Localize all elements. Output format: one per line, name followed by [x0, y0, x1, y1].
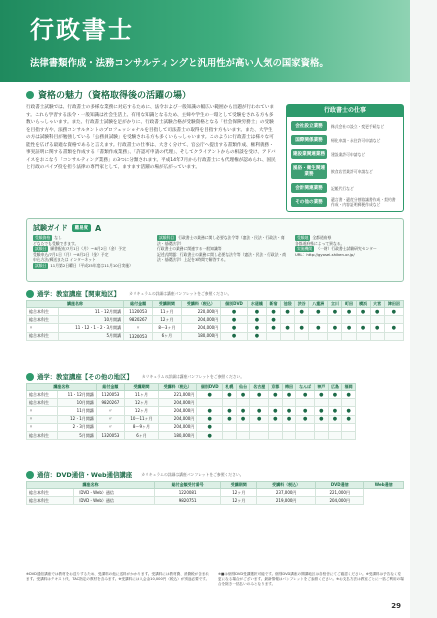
job-tag: 会計関連業務: [291, 183, 327, 193]
job-row: [291, 149, 399, 159]
availability-mark: ●: [269, 415, 283, 423]
availability-mark: [296, 431, 315, 439]
guide-line: [33, 263, 153, 269]
guide-text: 行政書士の業務に関し必要な法令等（憲法・民法・行政法・商法・基礎法学）: [157, 235, 285, 246]
availability-mark: [342, 431, 356, 439]
guide-left-col: [33, 235, 153, 269]
footnote-left: ※DVD通信講座では教材をお送りするため、受講料の他に送料がかかります。受講料には教材費、消費税が含まれます。受講料はテキスト代、TAC指定の教材を含みます。※受講料には入会金10,000円（税込）が別途必要です。: [26, 572, 210, 582]
availability-mark: [223, 423, 237, 431]
course-name: 総合本科生: [27, 332, 59, 340]
availability-mark: ●: [295, 324, 309, 332]
guide-text: 願書配布/7月1日（月）〜8月2日（金）予定: [50, 246, 126, 252]
availability-mark: [236, 399, 250, 407]
table-header-cell: 八重洲: [309, 301, 328, 308]
availability-mark: [342, 399, 356, 407]
table-header-cell: 札幌: [223, 384, 237, 391]
section-title: 資格の魅力（資格取得後の活躍の場）: [38, 91, 192, 101]
table-header-cell: 京都: [269, 384, 283, 391]
availability-mark: ●: [221, 308, 248, 316]
kanto-note: カリキュラムの詳細は講座パンフレットをご参照ください。: [129, 290, 232, 296]
availability-mark: [384, 316, 403, 324]
guide-tag: 受験地: [297, 235, 309, 240]
course-term: （DVD・Web）通信: [74, 489, 155, 497]
guide-title: 試験ガイド: [33, 224, 68, 232]
table-header-row: [27, 384, 356, 391]
course-term: 10月開講: [59, 316, 124, 324]
course-code: 〃: [96, 423, 124, 431]
guide-text: 全都道府県: [312, 235, 332, 240]
availability-mark: [281, 316, 295, 324]
availability-mark: [384, 332, 403, 340]
availability-mark: ●: [250, 407, 269, 415]
availability-mark: ●: [282, 407, 296, 415]
course-fee: 180,000円: [181, 332, 221, 340]
availability-mark: ●: [266, 308, 280, 316]
availability-mark: [282, 399, 296, 407]
table-header-cell: 池袋: [281, 301, 295, 308]
kanto-table: [26, 300, 404, 341]
job-desc: 帰化申請・永住許可申請など: [331, 137, 381, 143]
jobs-title: 行政書士の仕事: [287, 105, 403, 117]
table-header-cell: 総付金額: [124, 301, 153, 308]
section-heading: [26, 88, 191, 101]
availability-mark: [296, 423, 315, 431]
bullet-icon: [26, 471, 34, 479]
course-period: 12ヶ月: [125, 399, 159, 407]
availability-mark: ●: [269, 407, 283, 415]
course-period: 12ヶ月: [221, 489, 257, 497]
guide-text: 行政書士の業務に関連する一般知識等: [157, 246, 222, 252]
availability-mark: ●: [223, 415, 237, 423]
table-header-cell: 受講料（税込）: [158, 384, 196, 391]
availability-mark: [328, 423, 342, 431]
availability-mark: ●: [236, 407, 250, 415]
guide-text: 11月第2日曜日（平成25年度は11月10日実施）: [50, 262, 133, 268]
job-tag: その他の業務: [291, 197, 327, 207]
bullet-icon: [26, 290, 34, 298]
availability-mark: ●: [223, 407, 237, 415]
course-fee: 204,000円: [181, 324, 221, 332]
job-desc: 株式会社の設立・変更手続など: [331, 123, 385, 129]
availability-mark: ●: [281, 308, 295, 316]
dvd-heading: [26, 470, 244, 479]
availability-mark: [236, 423, 250, 431]
guide-line: [295, 252, 401, 258]
guide-text: （一財）行政書士試験研究センター: [316, 246, 377, 252]
availability-mark: [296, 399, 315, 407]
availability-mark: ●: [266, 324, 280, 332]
table-header-cell: なんば: [296, 384, 315, 391]
course-fee: 180,000円: [158, 431, 196, 439]
guide-tag: 受験資格: [35, 235, 51, 240]
table-row: [27, 399, 356, 407]
course-period: 11ヶ月: [153, 308, 181, 316]
course-name: 総合本科生: [27, 431, 58, 439]
table-header-cell: 大宮: [370, 301, 384, 308]
course-fee: 204,000円: [158, 399, 196, 407]
availability-mark: ●: [281, 324, 295, 332]
course-code: 〃: [96, 407, 124, 415]
availability-mark: [314, 399, 328, 407]
availability-mark: ●: [328, 407, 342, 415]
availability-mark: ●: [314, 415, 328, 423]
web-fee: 204,000円: [316, 497, 364, 505]
job-tag: 風俗・衛生関連業務: [291, 163, 327, 179]
table-header-row: [27, 482, 404, 489]
availability-mark: ●: [356, 324, 370, 332]
course-term: 10月開講: [58, 399, 97, 407]
table-header-cell: 渋谷: [295, 301, 309, 308]
guide-tag: 試験日: [35, 246, 47, 252]
table-header-cell: 個別DVD: [221, 301, 248, 308]
course-period: 8〜9ヶ月: [125, 423, 159, 431]
table-header-cell: 立川: [328, 301, 342, 308]
table-row: [27, 316, 404, 324]
course-term: 11月開講: [58, 407, 97, 415]
availability-mark: ●: [197, 407, 223, 415]
course-code: 1120053: [124, 308, 153, 316]
web-fee: 221,000円: [316, 489, 364, 497]
availability-mark: [342, 423, 356, 431]
dvd-table: [26, 481, 404, 505]
course-fee: 204,000円: [158, 415, 196, 423]
availability-mark: ●: [247, 316, 266, 324]
course-term: 11・12・1・2・3月開講: [59, 324, 124, 332]
availability-mark: ●: [356, 308, 370, 316]
availability-mark: [314, 423, 328, 431]
dvd-fee: 237,000円: [257, 489, 316, 497]
availability-mark: ●: [296, 415, 315, 423]
table-header-cell: 仙台: [236, 384, 250, 391]
job-row: [291, 197, 399, 207]
exam-guide: [26, 218, 404, 282]
course-term: 12・1月開講: [58, 415, 97, 423]
availability-mark: [250, 423, 269, 431]
other-heading: [26, 372, 244, 381]
guide-text: 記述式問題：行政書士の業務に関し必要な法令等（憲法・民法・行政法・商法・基礎法学）上記を3時間で解答する。: [157, 251, 287, 263]
job-desc: 飲食店営業許可申請など: [331, 168, 373, 174]
course-name: 〃: [27, 324, 59, 332]
availability-mark: ●: [197, 431, 223, 439]
course-fee: 204,000円: [158, 407, 196, 415]
availability-mark: ●: [309, 308, 328, 316]
guide-right-col: [295, 235, 401, 257]
dvd-title: 通信：DVD通信・Web通信講座: [37, 471, 133, 479]
dvd-fee: 219,000円: [257, 497, 316, 505]
guide-mid-col: [157, 235, 289, 263]
course-period: 8〜3ヶ月: [153, 324, 181, 332]
jobs-box: [286, 104, 404, 212]
table-header-cell: 横浜: [356, 301, 370, 308]
availability-mark: ●: [197, 391, 223, 399]
availability-mark: [328, 316, 342, 324]
job-desc: 遺言書・遺産分割協議書作成・契約書作成・内容証明郵便作成など: [331, 197, 396, 207]
availability-mark: ●: [342, 415, 356, 423]
guide-text: 申込方法/郵送または インターネット: [33, 257, 96, 263]
course-name: 総合本科生: [27, 391, 58, 399]
availability-mark: [328, 431, 342, 439]
guide-tag: 試験科目: [159, 235, 175, 240]
availability-mark: ●: [247, 324, 266, 332]
other-note: カリキュラムの詳細は講座パンフレットをご参照ください。: [141, 373, 245, 379]
availability-mark: [370, 316, 384, 324]
course-fee: 220,000円: [181, 308, 221, 316]
job-desc: 記帳代行など: [331, 185, 354, 191]
availability-mark: ●: [342, 391, 356, 399]
course-term: （DVD・Web）通信: [74, 497, 155, 505]
availability-mark: ●: [314, 407, 328, 415]
course-term: 5月開講: [58, 431, 97, 439]
difficulty-badge: 難易度: [72, 224, 91, 232]
table-header-cell: 講座名称: [27, 301, 124, 308]
availability-mark: ●: [197, 423, 223, 431]
table-row: [27, 407, 356, 415]
availability-mark: [282, 423, 296, 431]
guide-line: [157, 252, 289, 263]
table-header-cell: 受講期間: [221, 482, 257, 489]
dvd-note: カリキュラムの詳細は講座パンフレットをご参照ください。: [141, 471, 244, 477]
course-fee: 221,000円: [158, 391, 196, 399]
availability-mark: ●: [250, 391, 269, 399]
availability-mark: [223, 399, 237, 407]
availability-mark: ●: [221, 316, 248, 324]
availability-mark: ●: [221, 324, 248, 332]
guide-text: どなたでも受験できます。: [33, 240, 79, 246]
availability-mark: ●: [282, 415, 296, 423]
availability-mark: ●: [269, 391, 283, 399]
table-header-row: [27, 301, 404, 308]
course-period: 12ヶ月: [153, 316, 181, 324]
table-row: [27, 423, 356, 431]
job-row: [291, 163, 399, 179]
course-period: 12ヶ月: [125, 407, 159, 415]
availability-mark: [197, 399, 223, 407]
availability-mark: ●: [342, 324, 356, 332]
table-row: [27, 489, 404, 497]
availability-mark: ●: [370, 324, 384, 332]
availability-mark: ●: [384, 308, 403, 316]
table-header-cell: Web通信: [364, 482, 404, 489]
table-header-cell: 受講料（税込）: [181, 301, 221, 308]
course-fee: 204,000円: [158, 423, 196, 431]
availability-mark: ●: [296, 391, 315, 399]
side-index-tabs: [410, 0, 437, 618]
availability-mark: [266, 332, 280, 340]
job-row: [291, 135, 399, 145]
section-body: 行政書士試験では、行政書士の多様な業務に対応するために、法令および一般知識の幅広い範囲から出題が行われています。これら学習する法令・一般知識は社会生活上、有用な知識となるため、主婦や学生の一環として受験をされる方も多数いらっしゃいます。また、行政書士試験を足がかりに、行政書士試験合格が受験資格となる「社会保険労務士」の受験を目指す方や、法務コンサルタントのプロフェッショナルを目指して司法書士の取得を目指す方もいます。また、大学生の方は試験科目が勉強している「公務員試験」を受験される方も多くいらっしゃいます。このように行政書士は様々な可能性を広げる最適な資格であると言えます。行政書士の仕事は、大きく分けて、官公庁へ提出する書類作成、権利義務・事実証明に関する書類を作成する「書類作成業務」、「許認可申請の代理」、そしてクライアントからの相談を受け、アドバイスをおこなう「コンサルティング業務」の3つに分類されます。平成14年7月から行政書士にも代理権が認められ、国民と行政のパイプ役を担う法律の専門家として、ますます活躍の場が広がっています。: [26, 105, 276, 170]
availability-mark: [314, 431, 328, 439]
course-code: 1220081: [154, 489, 220, 497]
course-code: 1320053: [96, 431, 124, 439]
guide-text: 受験申込/7月1日（月）〜8月2日（金）予定: [33, 251, 109, 257]
table-header-cell: 受講期間: [125, 384, 159, 391]
course-period: 6ヶ月: [153, 332, 181, 340]
other-table: [26, 383, 356, 440]
guide-text: URL：http://gyosei-shiken.or.jp/: [295, 251, 355, 257]
course-code: 1320053: [124, 332, 153, 340]
course-period: 10〜11ヶ月: [125, 415, 159, 423]
course-period: 6ヶ月: [125, 431, 159, 439]
course-period: 11ヶ月: [125, 391, 159, 399]
table-header-cell: 名古屋: [250, 384, 269, 391]
availability-mark: [236, 431, 250, 439]
availability-mark: ●: [247, 308, 266, 316]
availability-mark: ●: [282, 391, 296, 399]
course-code: 〃: [124, 324, 153, 332]
availability-mark: ●: [250, 415, 269, 423]
availability-mark: [250, 431, 269, 439]
job-row: [291, 121, 399, 131]
availability-mark: ●: [236, 415, 250, 423]
availability-mark: ●: [295, 308, 309, 316]
page-title: 行政書士: [30, 16, 134, 44]
availability-mark: [269, 399, 283, 407]
table-header-cell: 講座名称: [27, 384, 97, 391]
availability-mark: ●: [328, 391, 342, 399]
table-header-cell: 神戸: [314, 384, 328, 391]
page-number: 29: [391, 602, 401, 610]
job-desc: 建設業許可申請など: [331, 151, 366, 157]
course-name: 〃: [27, 407, 58, 415]
availability-mark: ●: [328, 308, 342, 316]
availability-mark: [295, 316, 309, 324]
availability-mark: ●: [370, 308, 384, 316]
job-tag: 会社設立業務: [291, 121, 327, 131]
table-header-cell: 新宿: [266, 301, 280, 308]
course-term: 11・12月開講: [58, 391, 97, 399]
table-header-cell: 水道橋: [247, 301, 266, 308]
guide-tag: 実施機関: [297, 246, 313, 252]
availability-mark: ●: [384, 324, 403, 332]
availability-mark: ●: [309, 324, 328, 332]
bullet-icon: [26, 91, 34, 99]
page-lead: 法律書類作成・法務コンサルティングと汎用性が高い人気の国家資格。: [30, 58, 329, 69]
bullet-icon: [26, 373, 34, 381]
course-term: 2・3月開講: [58, 423, 97, 431]
kanto-heading: [26, 289, 231, 298]
table-header-cell: 総付金額: [96, 384, 124, 391]
footnotes: [26, 572, 404, 588]
guide-text: 各都道府県によって異なる。: [295, 240, 345, 246]
table-header-cell: DVD通信: [316, 482, 364, 489]
table-header-cell: 町田: [342, 301, 356, 308]
course-code: 9820751: [154, 497, 220, 505]
table-header-cell: 広島: [328, 384, 342, 391]
table-header-cell: 福岡: [342, 384, 356, 391]
availability-mark: [281, 332, 295, 340]
table-header-cell: 受講期間: [153, 301, 181, 308]
course-term: 11・12月開講: [59, 308, 124, 316]
course-name: 総合本科生: [27, 489, 74, 497]
availability-mark: ●: [296, 407, 315, 415]
table-header-cell: 梅田: [282, 384, 296, 391]
difficulty-level: A: [94, 223, 102, 233]
availability-mark: [250, 399, 269, 407]
guide-tag: 試験日: [35, 262, 47, 268]
course-name: 総合本科生: [27, 497, 74, 505]
availability-mark: ●: [328, 324, 342, 332]
table-header-cell: 個別DVD: [197, 384, 223, 391]
course-term: 5月開講: [59, 332, 124, 340]
course-name: 〃: [27, 423, 58, 431]
table-header-cell: 津田沼: [384, 301, 403, 308]
table-row: [27, 415, 356, 423]
course-name: 総合本科生: [27, 316, 59, 324]
course-code: 9820267: [124, 316, 153, 324]
availability-mark: [356, 332, 370, 340]
availability-mark: ●: [342, 308, 356, 316]
table-header-cell: 講座名称: [27, 482, 155, 489]
table-row: [27, 308, 404, 316]
table-row: [27, 431, 356, 439]
other-title: 通学：教室講座【その他の地区】: [37, 373, 133, 381]
availability-mark: [328, 332, 342, 340]
guide-heading: [33, 223, 101, 233]
job-row: [291, 183, 399, 193]
table-row: [27, 391, 356, 399]
availability-mark: ●: [342, 407, 356, 415]
course-period: 12ヶ月: [221, 497, 257, 505]
availability-mark: ●: [197, 415, 223, 423]
availability-mark: [269, 431, 283, 439]
availability-mark: ●: [247, 332, 266, 340]
availability-mark: [295, 332, 309, 340]
course-code: 9820267: [96, 399, 124, 407]
table-row: [27, 332, 404, 340]
availability-mark: [328, 399, 342, 407]
course-code: 1120053: [96, 391, 124, 399]
course-name: 総合本科生: [27, 308, 59, 316]
availability-mark: [309, 316, 328, 324]
availability-mark: [309, 332, 328, 340]
availability-mark: ●: [328, 415, 342, 423]
table-header-cell: 総付金額受付番号: [154, 482, 220, 489]
kanto-title: 通学：教室講座【関東地区】: [37, 290, 121, 298]
availability-mark: [370, 332, 384, 340]
guide-line: [157, 235, 289, 246]
course-code: 〃: [96, 415, 124, 423]
course-name: 総合本科生: [27, 399, 58, 407]
course-fee: 204,000円: [181, 316, 221, 324]
table-row: [27, 497, 404, 505]
availability-mark: [223, 431, 237, 439]
table-row: [27, 324, 404, 332]
footnote-right: ※■は個別DVD受講選択可能です。個別DVD講座の開講地区は各校舎にてご確認ください。※受講料は予告なく変更になる場合がございます。最新情報はパンフレットをご参照ください。※お支払方法は教室ごとに一括ご利用の場合を除き一括払いのみとなります。: [218, 572, 404, 587]
availability-mark: [342, 332, 356, 340]
availability-mark: ●: [236, 391, 250, 399]
availability-mark: ●: [223, 391, 237, 399]
availability-mark: [342, 316, 356, 324]
course-name: 〃: [27, 415, 58, 423]
availability-mark: ●: [221, 332, 248, 340]
availability-mark: [269, 423, 283, 431]
guide-text: なし: [54, 235, 62, 240]
job-tag: 国際関係業務: [291, 135, 327, 145]
availability-mark: ●: [314, 391, 328, 399]
header-band: [0, 0, 410, 82]
table-header-cell: 受講料（税込）: [257, 482, 316, 489]
availability-mark: ●: [266, 316, 280, 324]
availability-mark: [356, 316, 370, 324]
job-tag: 建設業関連業務: [291, 149, 327, 159]
availability-mark: [282, 431, 296, 439]
